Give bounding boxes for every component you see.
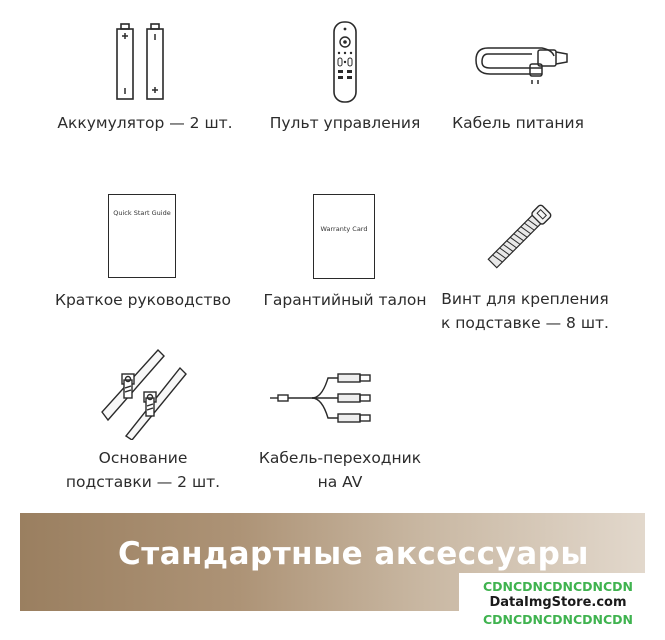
remote-label: Пульт управления [269,114,421,132]
power-cable-label: Кабель питания [452,114,584,132]
quick-start-guide-label: Краткое руководство [54,291,232,309]
screw-label-line2: к подставке — 8 шт. [441,314,609,332]
power-cable-icon [472,40,572,86]
remote-control-icon [328,20,362,104]
watermark [459,573,657,637]
screw-icon [480,200,556,276]
av-adapter-label-line2: на AV [317,473,363,491]
av-adapter-cable-icon [268,368,376,428]
stand-base-icon [98,348,190,440]
warranty-card [313,194,375,279]
watermark-line2: DataImgStore.com [489,595,627,610]
warranty-card-label: Гарантийный талон [263,291,427,309]
stand-base-label-line1: Основание [98,449,188,467]
battery-icon [112,20,172,102]
screw-label-line1: Винт для крепления [441,290,609,308]
quick-start-guide-card [108,194,176,278]
battery-label: Аккумулятор — 2 шт. [57,114,233,132]
stand-base-label-line2: подставки — 2 шт. [65,473,221,491]
warranty-card-text: Warranty Card [320,225,368,233]
av-adapter-label-line1: Кабель-переходник [258,449,422,467]
watermark-line1: CDNCDNCDNCDNCDN [482,579,634,594]
banner-title: Стандартные аксессуары [118,536,589,572]
watermark-line3: CDNCDNCDNCDNCDN [482,612,634,627]
quick-start-guide-card-text: Quick Start Guide [113,209,171,217]
